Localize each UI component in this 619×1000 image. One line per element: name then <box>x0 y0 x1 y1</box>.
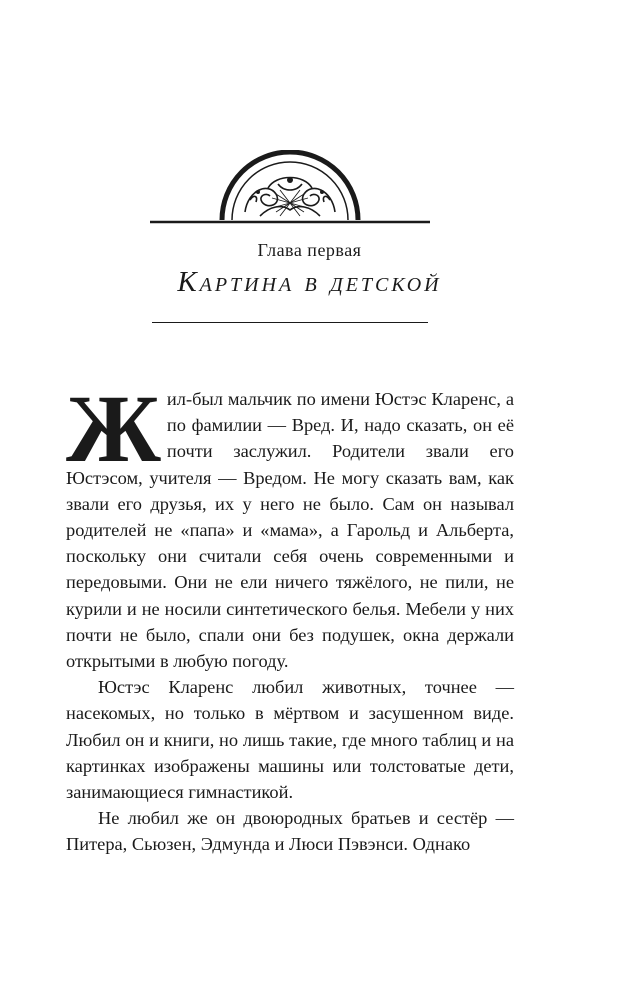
chapter-label: Глава первая <box>257 240 362 260</box>
chapter-title: Картина в детской <box>177 266 442 298</box>
paragraph-1 <box>66 375 514 674</box>
drop-cap: Ж <box>66 375 161 482</box>
title-divider <box>152 322 428 323</box>
chapter-body <box>66 375 514 858</box>
paragraph-1-text: ил-был мальчик по имени Юстэс Кларенс, а по фамилии — Вред. И, надо сказать, он её почти заслужил. Родители звали его Юстэсом, учителя — Вредом. Не могу сказать вам, как звали его друзья, их у него не было. Сам он называл родителей не «папа» и «мама», а Гарольд и Альберта, поскольку они считали себя очень современными и передовыми. Они не ели ничего тяжёлого, не пили, не курили и не носили синтетического белья. Мебели у них почти не было, спали они без подушек, окна держали открытыми в любую погоду. <box>66 389 514 672</box>
paragraph-2: Юстэс Кларенс любил животных, точнее — насекомых, но только в мёртвом и засушенном виде. Любил он и книги, но лишь такие, где много таблиц и на картинках изображены машины или толстоватые дети, занимающиеся гимнастикой. <box>66 677 514 803</box>
paragraph-3: Не любил же он двоюродных братьев и сестёр — Питера, Сьюзен, Эдмунда и Люси Пэвэнси. Однако <box>66 808 514 855</box>
chapter-ornament-icon <box>150 150 430 230</box>
